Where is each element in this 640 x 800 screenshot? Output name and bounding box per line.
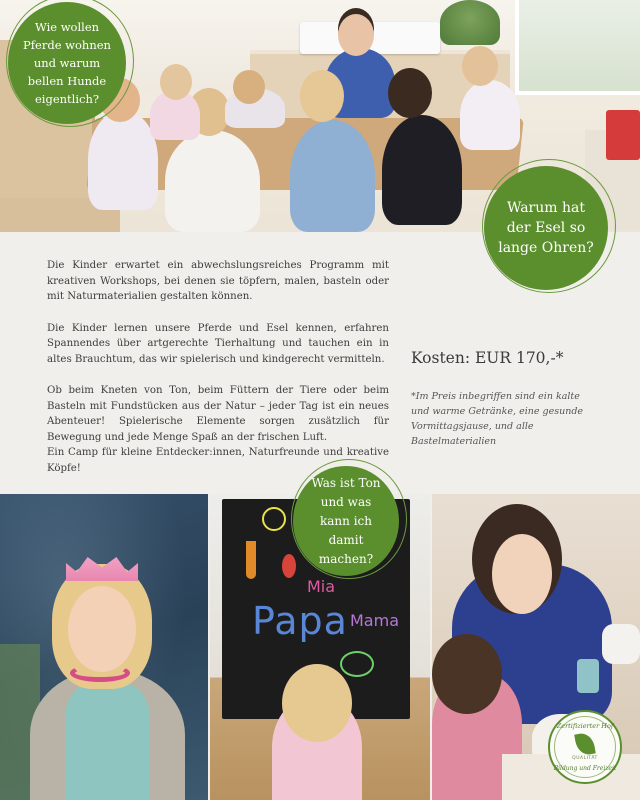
paragraph-animals: Die Kinder lernen unsere Pferde und Esel kennen, erfahren Spannendes über artgerechte Tierhaltung und tauchen ein in altes Brauchtum, das wir spielerisch und kindgerecht vermitteln. [47,322,389,365]
badge-quality: QUALITÄT [572,756,598,761]
paragraph-adventure: Ob beim Kneten von Ton, beim Füttern der Tiere oder beim Basteln mit Fundstücken aus der Natur – jeder Tag ist ein neues Abenteuer! Spielerische Elemente sorgen zusätzlich für Bewegung und jede Menge Spaß an der frischen Luft. [47,385,389,443]
chalk-word-papa: Papa [252,599,348,643]
question-text: Warum hat der Esel so lange Ohren? [498,200,594,256]
price-note: *Im Preis inbegriffen sind ein kalte und warme Getränke, eine gesunde Vormittagsjause, und alle Bastelmaterialien [411,391,584,447]
program-description [47,258,389,476]
photo-girl-with-crown [0,494,208,800]
question-bubble-donkey-ears [484,166,608,290]
question-bubble-horses-dogs [8,2,126,124]
paragraph-closing: Ein Camp für kleine Entdecker:innen, Naturfreunde und kreative Köpfe! [47,447,389,474]
question-text: Was ist Ton und was kann ich damit machen? [311,475,381,566]
price-label: Kosten: EUR 170,-* [411,349,564,367]
question-text: Wie wollen Pferde wohnen und warum bellen Hunde eigentlich? [23,20,111,106]
badge-title: Zertifizierter Hof [556,722,614,730]
certified-farm-badge [548,710,622,784]
chalk-word-mia: Mia [307,577,336,596]
paragraph-workshops: Die Kinder erwartet ein abwechslungsreiches Programm mit kreativen Workshops, bei denen sie töpfern, malen, basteln oder mit Naturmaterialien gestalten können. [47,260,389,302]
badge-subtitle: Bildung und Freizeit [553,765,617,772]
chalk-word-mama: Mama [350,611,399,630]
question-bubble-clay [293,466,399,576]
